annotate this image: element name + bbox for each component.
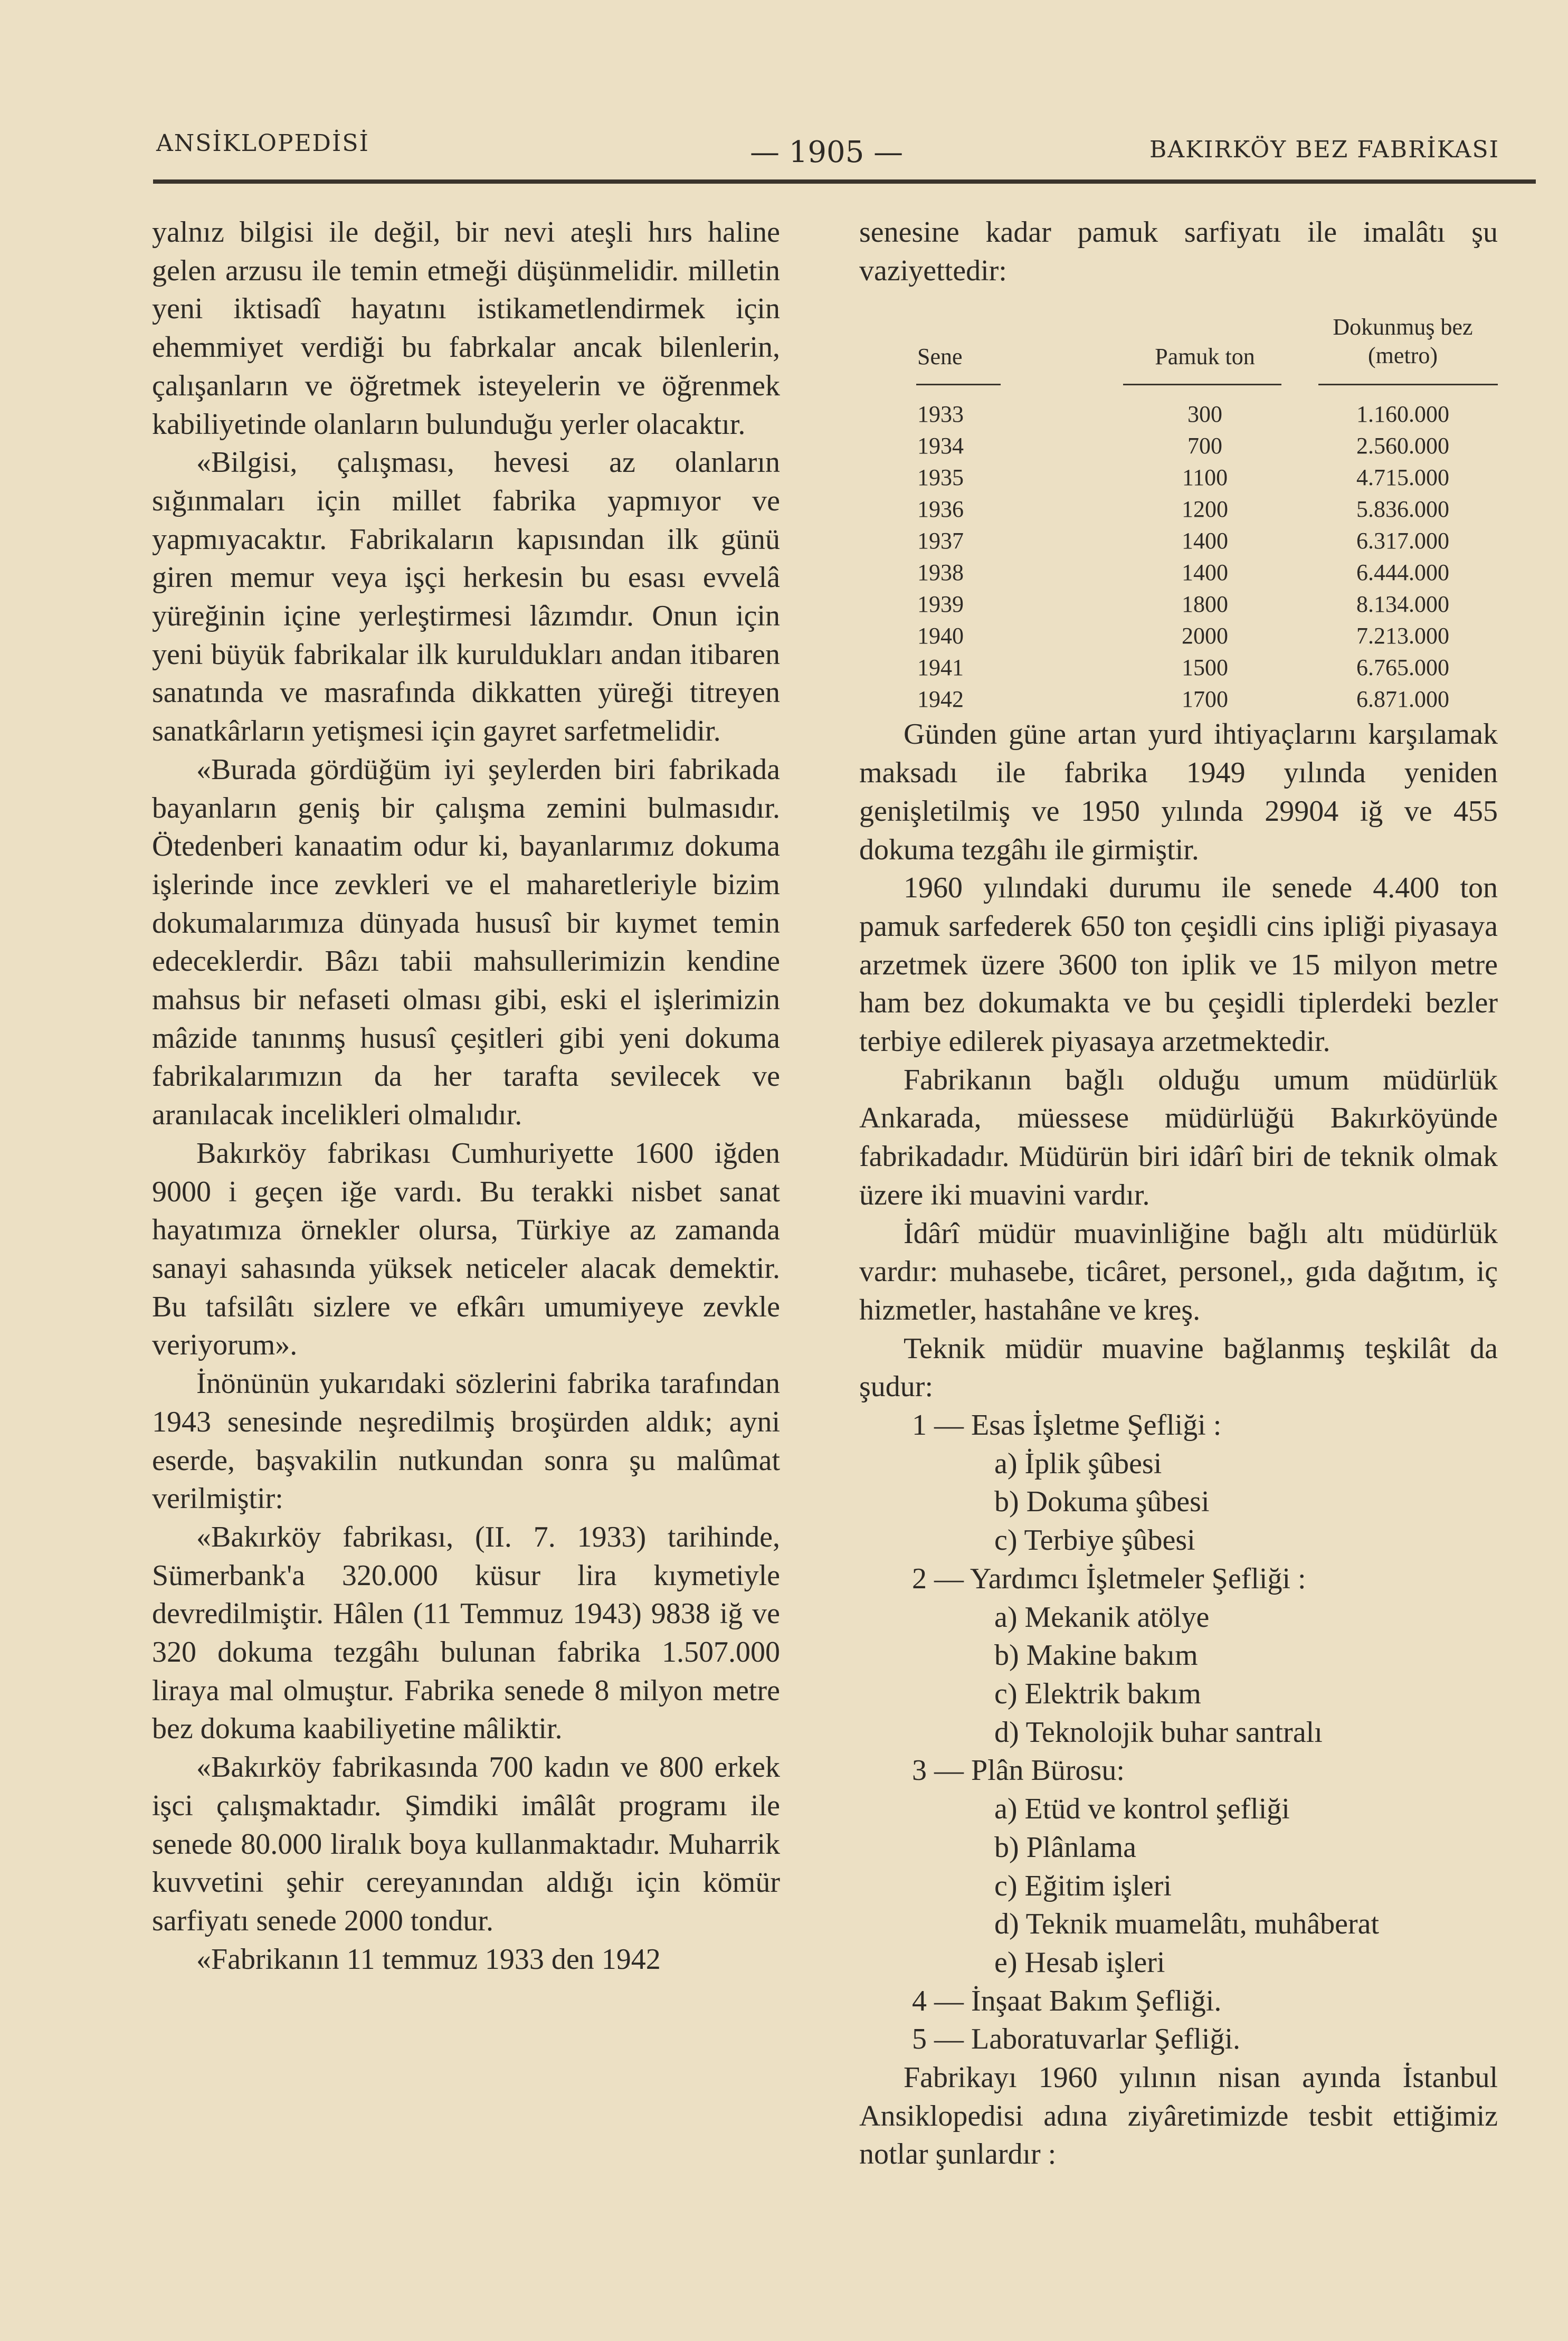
cell-cotton: 1200 xyxy=(1182,496,1228,523)
paragraph: İnönünün yukarıdaki sözlerini fabrika tarafından 1943 senesinde neşredilmiş broşürden aldık; ayni eserde, başvakilin nutkundan sonra şu malûmat verilmiştir: xyxy=(152,1367,780,1515)
header-fabric xyxy=(1308,313,1498,370)
cell-year: 1940 xyxy=(917,623,964,649)
org-subunit: b) Makine bakım xyxy=(994,1639,1198,1672)
org-unit: 1 — Esas İşletme Şefliği : xyxy=(912,1409,1222,1442)
cell-fabric: 4.715.000 xyxy=(1356,465,1449,491)
org-unit: 2 — Yardımcı İşletmeler Şefliği : xyxy=(912,1562,1306,1595)
cell-year: 1942 xyxy=(917,686,964,713)
org-subunit: a) İplik şûbesi xyxy=(994,1447,1162,1480)
table-intro: senesine kadar pamuk sarfiyatı ile imalâtı şu vaziyettedir: xyxy=(859,216,1498,287)
paragraph: «Bakırköy fabrikası, (II. 7. 1933) tarihinde, Sümerbank'a 320.000 küsur lira kıymetiyle devredilmiştir. Hâlen (11 Temmuz 1943) 9838 iğ ve 320 dokuma tezgâhı bulunan fabrika 1.507.000 liraya mal olmuştur. Fabrika senede 8 milyon metre bez dokuma kaabiliyetine mâliktir. xyxy=(152,1520,780,1746)
paragraph: Günden güne artan yurd ihtiyaçlarını karşılamak maksadı ile fabrika 1949 yılında yeniden genişletilmiş ve 1950 yılında 29904 iğ ve 455 dokuma tezgâhı ile girmiştir. xyxy=(859,718,1498,866)
page-number: — 1905 — xyxy=(750,135,904,169)
cell-year: 1935 xyxy=(917,465,964,491)
cell-cotton: 1500 xyxy=(1182,655,1228,681)
table-body xyxy=(859,399,1493,715)
org-unit: 4 — İnşaat Bakım Şefliği. xyxy=(912,1984,1222,2017)
page-header xyxy=(156,130,1499,177)
rule-year xyxy=(916,384,1001,385)
cell-fabric: 7.213.000 xyxy=(1356,623,1449,649)
paragraph: «Fabrikanın 11 temmuz 1933 den 1942 xyxy=(196,1942,661,1976)
paragraph: Teknik müdür muavine bağlanmış teşkilât da şudur: xyxy=(859,1332,1498,1404)
table-row xyxy=(859,430,1493,462)
cell-cotton: 1700 xyxy=(1182,686,1228,713)
table-row xyxy=(859,620,1493,652)
org-subunit: a) Mekanik atölye xyxy=(994,1600,1210,1634)
cell-year: 1938 xyxy=(917,560,964,586)
cell-cotton: 700 xyxy=(1187,433,1222,459)
org-subunit: c) Eğitim işleri xyxy=(994,1869,1172,1902)
cell-cotton: 1100 xyxy=(1182,465,1228,491)
header-year: Sene xyxy=(917,344,963,370)
paragraph: yalnız bilgisi ile değil, bir nevi ateşli hırs haline gelen arzusu ile temin etmeği düşünmelidir. milletin yeni iktisadî hayatını istikametlendirmek için ehemmiyet verdiği bu fabrkalar ancak bilenlerin, çalışanların ve öğretmek isteyelerin ve öğrenmek kabiliyetinde olanların bulunduğu yerler olacaktır. xyxy=(152,216,780,441)
org-subunit: a) Etüd ve kontrol şefliği xyxy=(994,1793,1290,1826)
table-row xyxy=(859,525,1493,557)
org-subunit: d) Teknolojik buhar santralı xyxy=(994,1716,1323,1749)
right-column xyxy=(859,213,1498,2174)
rule-cotton xyxy=(1123,384,1281,385)
org-list xyxy=(859,1406,1498,2059)
paragraph: 1960 yılındaki durumu ile senede 4.400 ton pamuk sarfederek 650 ton çeşidli cins ipliği piyasaya arzetmek üzere 3600 ton iplik ve 15 milyon metre ham bez dokumakta ve bu çeşidli tiplerdeki bezler terbiye edilerek piyasaya arzetmektedir. xyxy=(859,871,1498,1058)
closing-paragraph: Fabrikayı 1960 yılının nisan ayında İstanbul Ansiklopedisi adına ziyâretimizde tesbit ettiğimiz notlar şunlardır : xyxy=(859,2061,1498,2171)
running-head-right: BAKIRKÖY BEZ FABRİKASI xyxy=(1149,136,1499,163)
table-row xyxy=(859,494,1493,525)
rule-fabric xyxy=(1318,384,1498,385)
org-subunit: b) Dokuma şûbesi xyxy=(994,1485,1210,1519)
cell-cotton: 2000 xyxy=(1182,623,1228,649)
cell-cotton: 1400 xyxy=(1182,528,1228,554)
cell-year: 1937 xyxy=(917,528,964,554)
org-subunit: d) Teknik muamelâtı, muhâberat xyxy=(994,1908,1380,1941)
header-fabric-line2: (metro) xyxy=(1368,343,1438,369)
table-row xyxy=(859,652,1493,684)
org-subunit: b) Plânlama xyxy=(994,1831,1137,1864)
table-row xyxy=(859,462,1493,494)
cell-year: 1933 xyxy=(917,401,964,428)
right-paragraphs xyxy=(859,715,1498,1406)
cell-fabric: 6.871.000 xyxy=(1356,686,1449,713)
cell-fabric: 2.560.000 xyxy=(1356,433,1449,459)
header-fabric-line1: Dokunmuş bez xyxy=(1333,314,1473,340)
cell-fabric: 5.836.000 xyxy=(1356,496,1449,523)
table-row xyxy=(859,684,1493,715)
org-subunit: e) Hesab işleri xyxy=(994,1946,1165,1979)
production-table xyxy=(859,308,1493,715)
table-header-rules xyxy=(859,375,1493,399)
running-head-left: ANSİKLOPEDİSİ xyxy=(156,130,369,157)
org-subunit: c) Terbiye şûbesi xyxy=(994,1524,1195,1557)
table-row xyxy=(859,399,1493,430)
cell-cotton: 1400 xyxy=(1182,560,1228,586)
paragraph: Bakırköy fabrikası Cumhuriyette 1600 iğden 9000 i geçen iğe vardı. Bu terakki nisbet sanat hayatımıza örnekler olursa, Türkiye az zamanda sanayi sahasında yüksek neticeler alacak demektir. Bu tafsilâtı sizlere ve efkârı umumiyeye zevkle veriyorum». xyxy=(152,1136,780,1362)
left-column xyxy=(152,213,780,1978)
paragraph: İdârî müdür muavinliğine bağlı altı müdürlük vardır: muhasebe, ticâret, personel,, gıda dağıtım, iç hizmetler, hastahâne ve kreş. xyxy=(859,1217,1498,1326)
table-header xyxy=(859,308,1493,375)
table-row xyxy=(859,557,1493,589)
org-subunit: c) Elektrik bakım xyxy=(994,1677,1201,1710)
cell-fabric: 8.134.000 xyxy=(1356,591,1449,618)
header-cotton: Pamuk ton xyxy=(1155,344,1255,370)
header-rule xyxy=(153,179,1536,184)
cell-year: 1936 xyxy=(917,496,964,523)
org-unit: 5 — Laboratuvarlar Şefliği. xyxy=(912,2023,1241,2056)
cell-fabric: 6.317.000 xyxy=(1356,528,1449,554)
cell-fabric: 1.160.000 xyxy=(1356,401,1449,428)
cell-year: 1934 xyxy=(917,433,964,459)
cell-year: 1939 xyxy=(917,591,964,618)
cell-cotton: 300 xyxy=(1187,401,1222,428)
org-unit: 3 — Plân Bürosu: xyxy=(912,1754,1125,1787)
paragraph: Fabrikanın bağlı olduğu umum müdürlük Ankarada, müessese müdürlüğü Bakırköyünde fabrikadadır. Müdürün biri idârî biri de teknik olmak üzere iki muavini vardır. xyxy=(859,1063,1498,1211)
cell-cotton: 1800 xyxy=(1182,591,1228,618)
cell-fabric: 6.444.000 xyxy=(1356,560,1449,586)
paragraph: «Bakırköy fabrikasında 700 kadın ve 800 erkek işci çalışmaktadır. Şimdiki imâlât programı ile senede 80.000 liralık boya kullanmaktadır. Muharrik kuvvetini şehir cereyanından aldığı için kömür sarfiyatı senede 2000 tondur. xyxy=(152,1751,780,1937)
paragraph: «Bilgisi, çalışması, hevesi az olanların sığınmaları için millet fabrika yapmıyor ve yapmıyacaktır. Fabrikaların kapısından ilk günü giren memur veya işçi herkesin bu esası evvelâ yüreğinin içine yerleştirmesi lâzımdır. Onun için yeni büyük fabrikalar ilk kuruldukları andan itibaren sanatında ve masrafında dikkatten yüreği titreyen sanatkârların yetişmesi için gayret sarfetmelidir. xyxy=(152,446,780,748)
paragraph: «Burada gördüğüm iyi şeylerden biri fabrikada bayanların geniş bir çalışma zemini bulmasıdır. Ötedenberi kanaatim odur ki, bayanlarımız dokuma işlerinde ince zevkleri ve el maharetleriyle bizim dokumalarımıza dünyada hususî bir kıymet temin edeceklerdir. Bâzı tabii mahsullerimizin kendine mahsus bir nefaseti olması gibi, eski el işlerimizin mâzide tanınmş hususî çeşitleri gibi yeni dokuma fabrikalarımızın da her tarafta sevilecek ve aranılacak incelikleri olmalıdır. xyxy=(152,753,780,1132)
cell-year: 1941 xyxy=(917,655,964,681)
cell-fabric: 6.765.000 xyxy=(1356,655,1449,681)
table-row xyxy=(859,589,1493,620)
